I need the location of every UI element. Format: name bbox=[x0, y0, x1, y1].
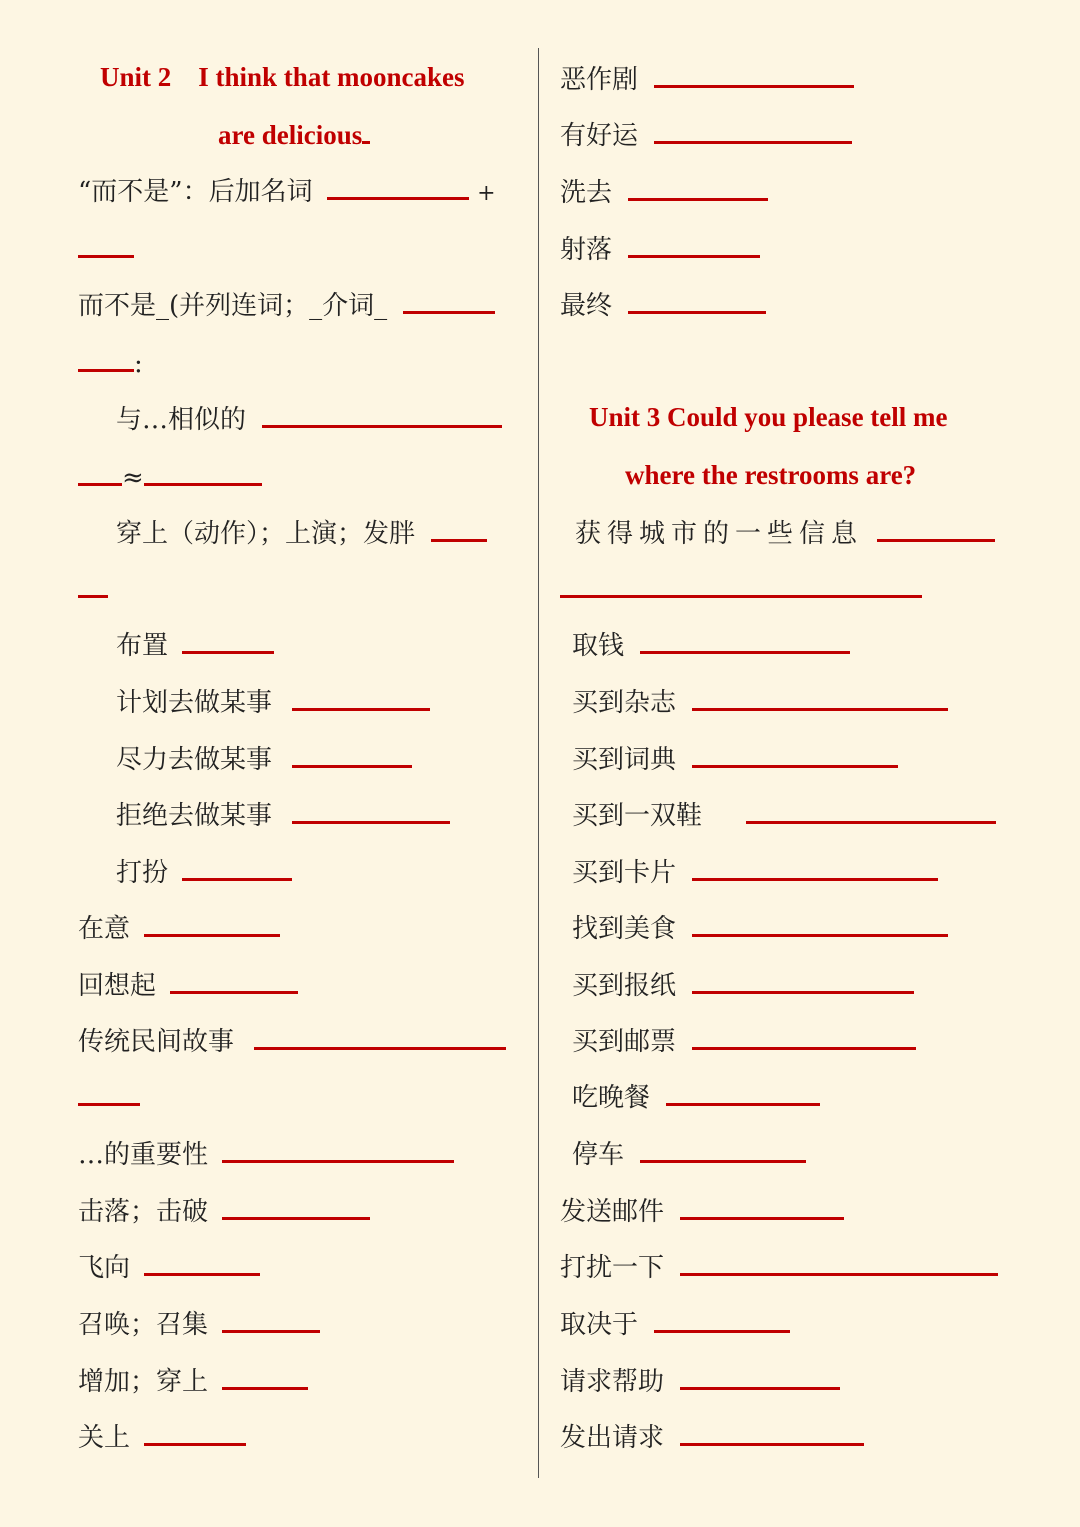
vocab-item: 拒绝去做某事 bbox=[116, 788, 450, 845]
answer-blank[interactable] bbox=[222, 1365, 308, 1390]
answer-blank[interactable] bbox=[144, 912, 280, 937]
answer-blank[interactable] bbox=[680, 1251, 998, 1276]
vocab-item: 在意 bbox=[78, 901, 280, 958]
answer-blank[interactable] bbox=[680, 1421, 864, 1446]
vocab-item: 发出请求 bbox=[560, 1410, 864, 1467]
vocab-item: 计划去做某事 bbox=[116, 675, 430, 732]
vocab-item: 取钱 bbox=[572, 618, 850, 675]
vocab-item: 而不是_(并列连词；_介词_ bbox=[78, 278, 495, 335]
answer-blank[interactable] bbox=[680, 1195, 844, 1220]
vocab-item: 增加；穿上 bbox=[78, 1354, 308, 1411]
vocab-item: 发送邮件 bbox=[560, 1184, 844, 1241]
answer-blank[interactable] bbox=[431, 517, 487, 542]
vocab-item-continuation: : bbox=[78, 336, 143, 393]
answer-blank[interactable] bbox=[692, 1025, 916, 1050]
answer-blank[interactable] bbox=[78, 573, 108, 598]
vocab-item: …的重要性 bbox=[78, 1127, 454, 1184]
answer-blank[interactable] bbox=[680, 1365, 840, 1390]
vocab-item: 停车 bbox=[572, 1127, 806, 1184]
answer-blank[interactable] bbox=[362, 121, 370, 144]
answer-blank[interactable] bbox=[144, 461, 262, 486]
answer-blank[interactable] bbox=[403, 289, 495, 314]
answer-blank[interactable] bbox=[182, 856, 292, 881]
vocab-item: 请求帮助 bbox=[560, 1354, 840, 1411]
vocab-item: 射落 bbox=[560, 222, 760, 279]
answer-blank[interactable] bbox=[628, 233, 760, 258]
vocab-item: 买到杂志 bbox=[572, 675, 948, 732]
vocab-item: 买到邮票 bbox=[572, 1014, 916, 1071]
vocab-item: 布置 bbox=[116, 618, 274, 675]
vocab-item: 尽力去做某事 bbox=[116, 732, 412, 789]
vocab-item: 关上 bbox=[78, 1410, 246, 1467]
answer-blank[interactable] bbox=[692, 969, 914, 994]
vocab-item: 获得城市的一些信息 bbox=[575, 506, 995, 563]
vocab-item: 买到报纸 bbox=[572, 958, 914, 1015]
vocab-item: 吃晚餐 bbox=[572, 1070, 820, 1127]
vocab-item: 最终 bbox=[560, 278, 766, 335]
vocab-item: 打扮 bbox=[116, 845, 292, 902]
answer-blank[interactable] bbox=[262, 403, 502, 428]
unit2-title-line2: are delicious bbox=[218, 120, 370, 151]
answer-blank[interactable] bbox=[78, 461, 122, 486]
vocab-item: 与…相似的 bbox=[116, 392, 502, 449]
answer-blank[interactable] bbox=[654, 63, 854, 88]
vocab-item: 买到词典 bbox=[572, 732, 898, 789]
vocab-item: 召唤；召集 bbox=[78, 1297, 320, 1354]
answer-blank[interactable] bbox=[254, 1025, 506, 1050]
answer-blank[interactable] bbox=[292, 799, 450, 824]
vocab-item: 穿上（动作）；上演；发胖 bbox=[116, 506, 487, 563]
vocab-item: 有好运 bbox=[560, 108, 852, 165]
vocab-item: 取决于 bbox=[560, 1297, 790, 1354]
answer-blank[interactable] bbox=[654, 119, 852, 144]
vocab-item: 飞向 bbox=[78, 1240, 260, 1297]
vocab-item-continuation bbox=[78, 222, 134, 279]
answer-blank[interactable] bbox=[144, 1421, 246, 1446]
answer-blank[interactable] bbox=[654, 1308, 790, 1333]
answer-blank[interactable] bbox=[327, 175, 469, 200]
answer-blank[interactable] bbox=[640, 629, 850, 654]
answer-blank[interactable] bbox=[640, 1138, 806, 1163]
answer-blank[interactable] bbox=[78, 233, 134, 258]
vocab-item: 找到美食 bbox=[572, 901, 948, 958]
unit2-title-line1: Unit 2 I think that mooncakes bbox=[100, 62, 465, 92]
answer-blank[interactable] bbox=[692, 856, 938, 881]
answer-blank[interactable] bbox=[628, 289, 766, 314]
answer-blank[interactable] bbox=[222, 1138, 454, 1163]
answer-blank[interactable] bbox=[144, 1251, 260, 1276]
vocab-item-continuation bbox=[78, 1070, 140, 1127]
answer-blank[interactable] bbox=[628, 176, 768, 201]
answer-blank[interactable] bbox=[692, 743, 898, 768]
column-divider bbox=[538, 48, 539, 1478]
unit3-title-line2: where the restrooms are? bbox=[625, 460, 917, 490]
answer-blank[interactable] bbox=[692, 686, 948, 711]
answer-blank[interactable] bbox=[877, 517, 995, 542]
answer-blank[interactable] bbox=[182, 629, 274, 654]
answer-blank[interactable] bbox=[666, 1081, 820, 1106]
answer-blank[interactable] bbox=[78, 347, 134, 372]
vocab-item-continuation: ≈ bbox=[78, 450, 262, 507]
unit3-title-line1: Unit 3 Could you please tell me bbox=[589, 402, 948, 432]
vocab-item: 洗去 bbox=[560, 165, 768, 222]
answer-blank[interactable] bbox=[78, 1081, 140, 1106]
answer-blank[interactable] bbox=[692, 912, 948, 937]
answer-blank[interactable] bbox=[746, 799, 996, 824]
vocab-item: 击落；击破 bbox=[78, 1184, 370, 1241]
vocab-item: 恶作剧 bbox=[560, 52, 854, 109]
vocab-item: 买到一双鞋 bbox=[572, 788, 996, 845]
answer-blank[interactable] bbox=[292, 686, 430, 711]
answer-blank[interactable] bbox=[170, 969, 298, 994]
answer-blank[interactable] bbox=[292, 743, 412, 768]
vocab-item: 打扰一下 bbox=[560, 1240, 998, 1297]
vocab-item: 回想起 bbox=[78, 958, 298, 1015]
vocab-item-continuation bbox=[560, 562, 922, 619]
vocab-item: “而不是”：后加名词 + bbox=[78, 177, 496, 207]
answer-blank[interactable] bbox=[222, 1195, 370, 1220]
vocab-item: 买到卡片 bbox=[572, 845, 938, 902]
answer-blank[interactable] bbox=[222, 1308, 320, 1333]
answer-blank[interactable] bbox=[560, 573, 922, 598]
vocab-item-continuation bbox=[78, 562, 108, 619]
vocab-item: 传统民间故事 bbox=[78, 1014, 506, 1071]
